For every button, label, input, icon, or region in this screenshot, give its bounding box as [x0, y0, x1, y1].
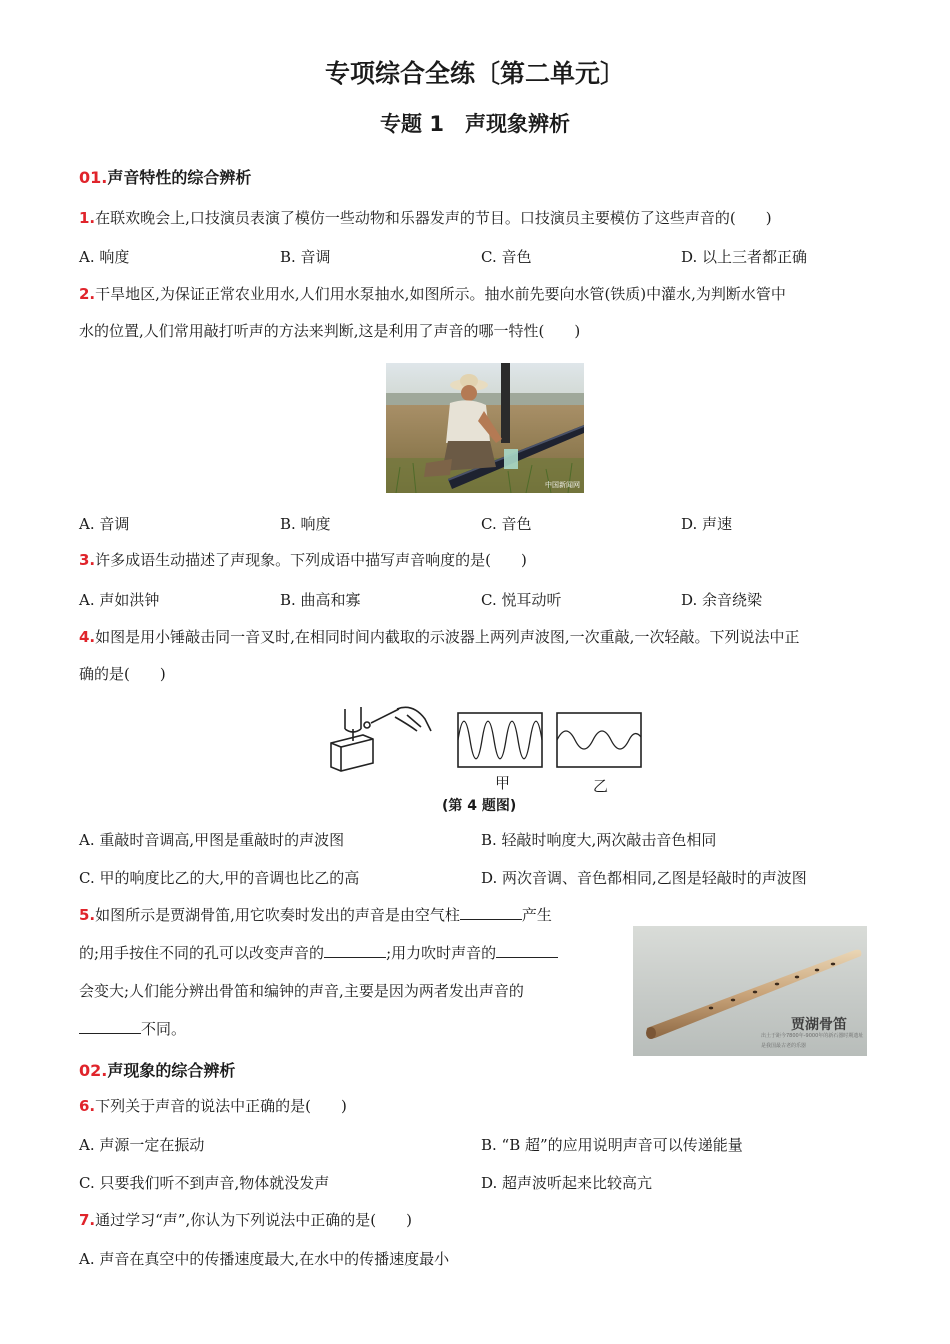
- option-1c: C. 音色: [481, 248, 532, 266]
- flute-note-2: 是我国最古老的乐器: [761, 1043, 807, 1049]
- option-2d: D. 声速: [681, 515, 733, 533]
- section-number: 01.: [79, 168, 108, 187]
- question-2: [79, 284, 786, 304]
- option-6c: C. 只要我们听不到声音,物体就没发声: [79, 1174, 330, 1192]
- option-4d: D. 两次音调、音色都相同,乙图是轻敲时的声波图: [481, 869, 807, 887]
- question-5-line-2: [79, 943, 558, 963]
- question-text-line-1b: 产生: [521, 906, 552, 924]
- section-heading-2: [79, 1058, 235, 1081]
- option-4b: B. 轻敲时响度大,两次敲击音色相同: [481, 831, 717, 849]
- option-3b: B. 曲高和寡: [280, 591, 361, 609]
- option-7a: A. 声音在真空中的传播速度最大,在水中的传播速度最小: [79, 1250, 450, 1268]
- question-number: 7.: [79, 1211, 96, 1229]
- tuning-fork-figure: [325, 695, 645, 820]
- section-number: 02.: [79, 1061, 108, 1080]
- question-number: 4.: [79, 628, 96, 646]
- question-5-line-4: [79, 1019, 186, 1039]
- page-subtitle: 专题 1 声现象辨析: [380, 112, 570, 136]
- option-4a: A. 重敲时音调高,甲图是重敲时的声波图: [79, 831, 345, 849]
- option-6b: B. “B 超”的应用说明声音可以传递能量: [481, 1136, 743, 1154]
- question-1: [79, 208, 772, 228]
- question-4: [79, 627, 799, 647]
- question-5-line-3: 会变大;人们能分辨出骨笛和编钟的声音,主要是因为两者发出声音的: [79, 982, 524, 1000]
- question-text-line-1: 干旱地区,为保证正常农业用水,人们用水泵抽水,如图所示。抽水前先要向水管(铁质)中灌水,为判断水管中: [95, 285, 786, 303]
- question-text: 下列关于声音的说法中正确的是( ): [95, 1097, 347, 1115]
- question-text: 许多成语生动描述了声现象。下列成语中描写声音响度的是( ): [95, 551, 527, 569]
- bone-flute-photo: [633, 926, 867, 1056]
- question-4-line-2: 确的是( ): [79, 665, 166, 683]
- question-5: [79, 905, 552, 925]
- question-6: [79, 1096, 347, 1116]
- figure-caption: (第 4 题图): [442, 798, 517, 814]
- answer-blank-3[interactable]: [496, 944, 558, 958]
- option-3c: C. 悦耳动听: [481, 591, 562, 609]
- option-1d: D. 以上三者都正确: [681, 248, 808, 266]
- option-3a: A. 声如洪钟: [79, 591, 160, 609]
- option-4c: C. 甲的响度比乙的大,甲的音调也比乙的高: [79, 869, 360, 887]
- option-3d: D. 余音绕梁: [681, 591, 763, 609]
- answer-blank-1[interactable]: [460, 906, 522, 920]
- question-text: 在联欢晚会上,口技演员表演了模仿一些动物和乐器发声的节目。口技演员主要模仿了这些声音的( ): [95, 209, 772, 227]
- section-heading-1: [79, 165, 251, 188]
- option-6d: D. 超声波听起来比较高亢: [481, 1174, 653, 1192]
- question-text-line-1: 如图是用小锤敲击同一音叉时,在相同时间内截取的示波器上两列声波图,一次重敲,一次轻敲。下列说法中正: [95, 628, 800, 646]
- section-title: 声音特性的综合辨析: [107, 168, 252, 187]
- flute-note-1: 出土于距今7800年-9000年的新石器时期遗址: [761, 1033, 864, 1039]
- option-1a: A. 响度: [79, 248, 130, 266]
- question-number: 3.: [79, 551, 96, 569]
- answer-blank-2[interactable]: [324, 944, 386, 958]
- question-text-line-2a: 的;用手按住不同的孔可以改变声音的: [79, 944, 325, 962]
- farmer-pipe-illustration: [386, 363, 584, 493]
- option-2c: C. 音色: [481, 515, 532, 533]
- question-text-line-2b: ;用力吹时声音的: [386, 944, 497, 962]
- option-2a: A. 音调: [79, 515, 130, 533]
- question-7: [79, 1210, 412, 1230]
- page-title: 专项综合全练〔第二单元〕: [324, 59, 625, 88]
- question-text-line-4: 不同。: [141, 1020, 187, 1038]
- farmer-pipe-photo: [386, 363, 584, 493]
- question-2-line-2: 水的位置,人们常用敲打听声的方法来判断,这是利用了声音的哪一特性( ): [79, 322, 581, 340]
- photo-watermark: 中国新闻网: [545, 481, 580, 489]
- question-number: 2.: [79, 285, 96, 303]
- question-3: [79, 550, 527, 570]
- flute-label: 贾湖骨笛: [791, 1017, 847, 1033]
- option-2b: B. 响度: [280, 515, 331, 533]
- option-6a: A. 声源一定在振动: [79, 1136, 205, 1154]
- question-number: 1.: [79, 209, 96, 227]
- question-number: 5.: [79, 906, 96, 924]
- question-text-line-1a: 如图所示是贾湖骨笛,用它吹奏时发出的声音是由空气柱: [95, 906, 460, 924]
- figure-label-jia: 甲: [495, 774, 511, 792]
- question-text: 通过学习“声”,你认为下列说法中正确的是( ): [95, 1211, 412, 1229]
- question-number: 6.: [79, 1097, 96, 1115]
- section-title: 声现象的综合辨析: [107, 1061, 236, 1080]
- answer-blank-4[interactable]: [79, 1020, 141, 1034]
- option-1b: B. 音调: [280, 248, 331, 266]
- figure-label-yi: 乙: [593, 777, 609, 795]
